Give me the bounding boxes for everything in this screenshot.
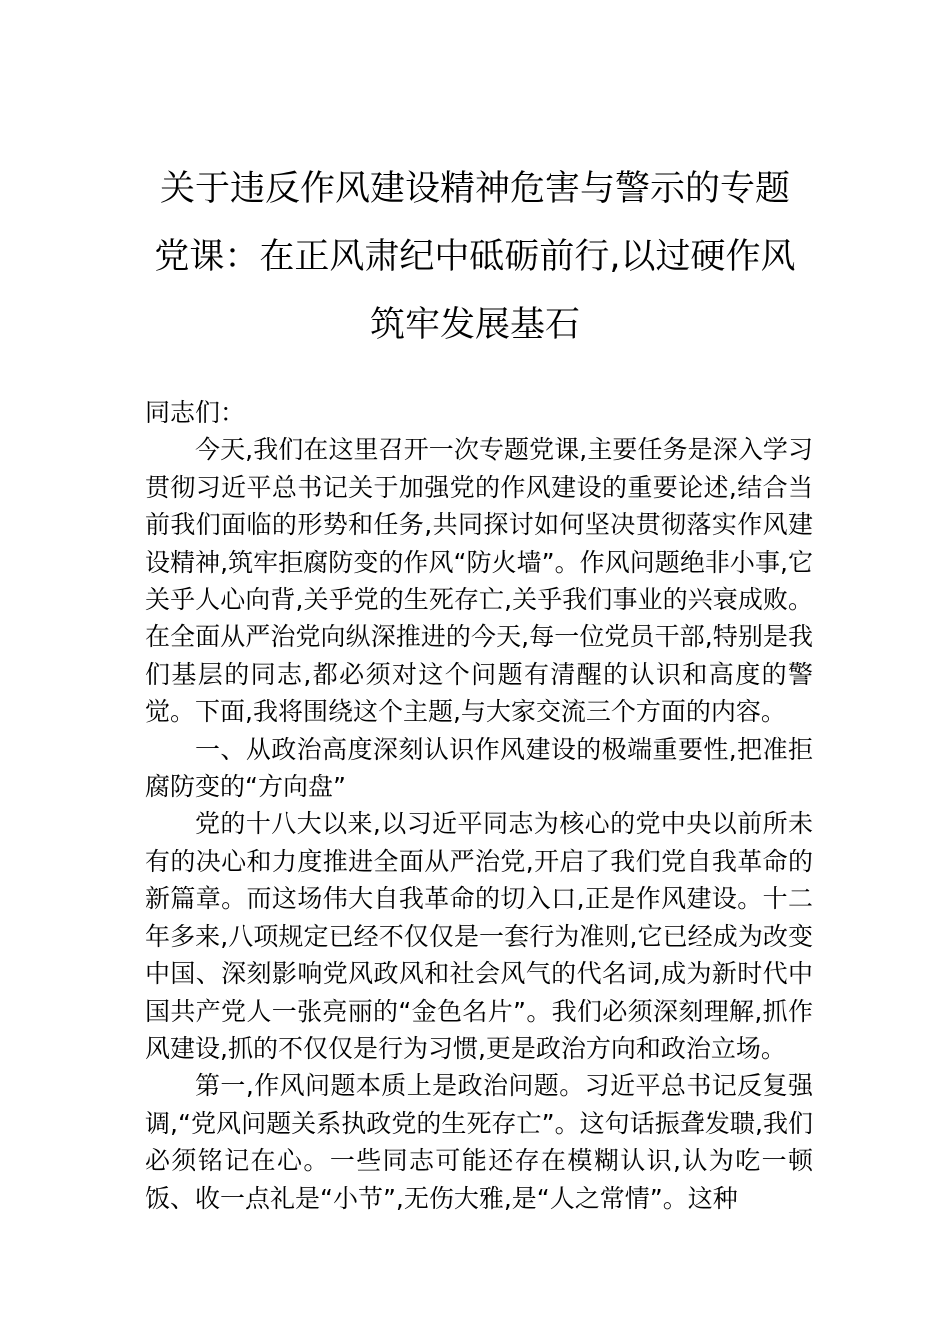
document-body [145, 394, 813, 1217]
document-title [0, 155, 950, 359]
title-line-1: 关于违反作风建设精神危害与警示的专题 [159, 169, 790, 209]
paragraph-point-1: 第一,作风问题本质上是政治问题。习近平总书记反复强调,“党风问题关系执政党的生死存亡”。这句话振聋发聩,我们必须铭记在心。一些同志可能还存在模糊认识,认为吃一顿饭、收一点礼是“小节”,无伤大雅,是“人之常情”。这种 [145, 1071, 813, 1213]
section-heading-1: 一、从政治高度深刻认识作风建设的极端重要性,把准拒腐防变的“方向盘” [145, 734, 813, 802]
title-line-2: 党课：在正风肃纪中砥砺前行,以过硬作风 [154, 237, 796, 277]
paragraph-intro: 今天,我们在这里召开一次专题党课,主要任务是深入学习贯彻习近平总书记关于加强党的作风建设的重要论述,结合当前我们面临的形势和任务,共同探讨如何坚决贯彻落实作风建设精神,筑牢拒腐防变的作风“防火墙”。作风问题绝非小事,它关乎人心向背,关乎党的生死存亡,关乎我们事业的兴衰成败。在全面从严治党向纵深推进的今天,每一位党员干部,特别是我们基层的同志,都必须对这个问题有清醒的认识和高度的警觉。下面,我将围绕这个主题,与大家交流三个方面的内容。 [145, 435, 813, 727]
title-line-3: 筑牢发展基石 [369, 305, 580, 345]
salutation: 同志们： [145, 398, 246, 427]
paragraph-section-1: 党的十八大以来,以习近平同志为核心的党中央以前所未有的决心和力度推进全面从严治党,开启了我们党自我革命的新篇章。而这场伟大自我革命的切入口,正是作风建设。十二年多来,八项规定已经不仅仅是一套行为准则,它已经成为改变中国、深刻影响党风政风和社会风气的代名词,成为新时代中国共产党人一张亮丽的“金色名片”。我们必须深刻理解,抓作风建设,抓的不仅仅是行为习惯,更是政治方向和政治立场。 [145, 809, 813, 1063]
